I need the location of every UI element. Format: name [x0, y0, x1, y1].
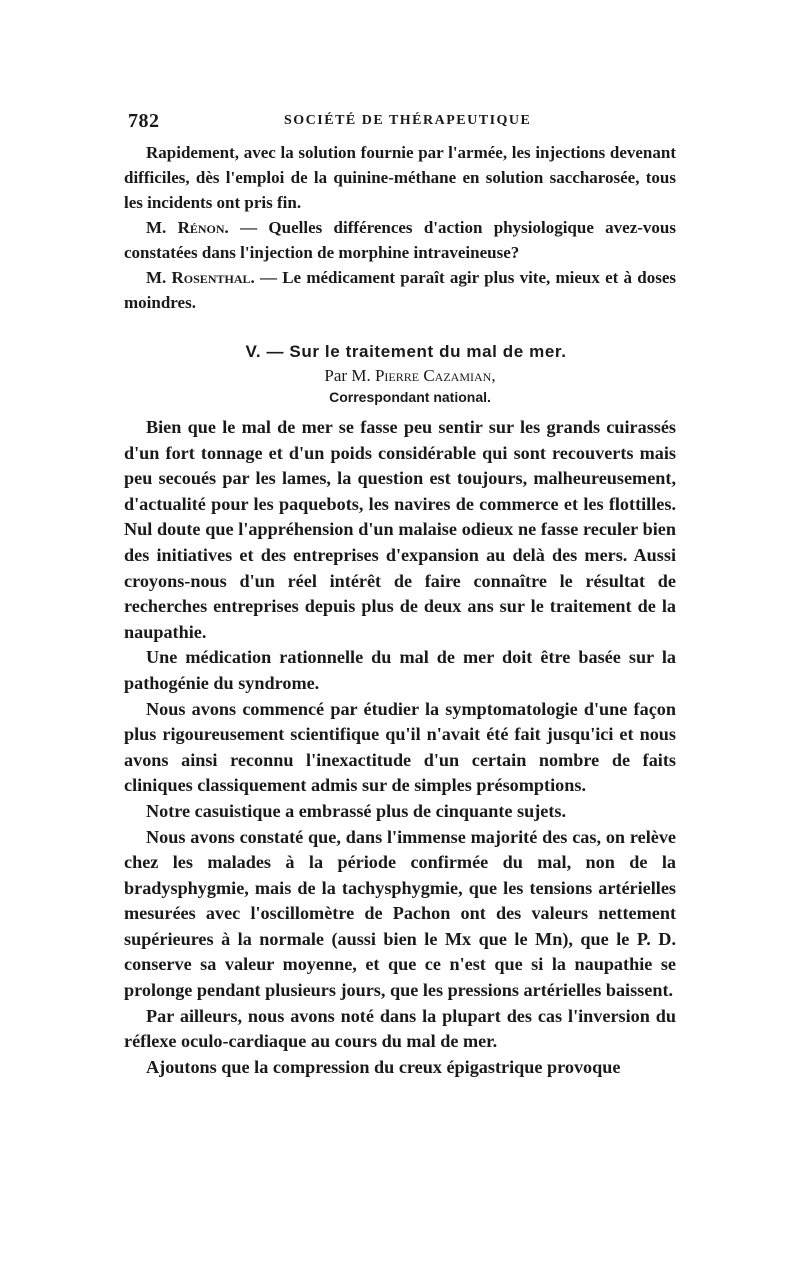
author-byline	[124, 365, 676, 387]
author-name: Pierre Cazamian,	[374, 366, 496, 385]
body-paragraph-3: Nous avons commencé par étudier la symptomatologie d'une façon plus rigoureusement scientifique qu'il n'avait été fait jusqu'ici et nous avons ainsi reconnu l'inexactitude d'un certain nombre de faits cliniques classiquement admis sur de simples présomptions.	[124, 698, 676, 796]
section-title: V. — Sur le traitement du mal de mer.	[245, 342, 567, 361]
speaker-rosenthal: M. Rosenthal.	[146, 268, 255, 287]
author-affiliation: Correspondant national.	[329, 389, 491, 405]
body-paragraph-4: Notre casuistique a embrassé plus de cinquante sujets.	[146, 800, 567, 821]
rosenthal-remark-text: — Le médicament paraît agir plus vite, mieux et à doses moindres.	[124, 268, 677, 312]
renon-remark-text: — Quelles différences d'action physiologique avez-vous constatées dans l'injection de morphine intraveineuse?	[124, 218, 677, 262]
intro-block	[124, 140, 676, 315]
body-paragraph-6: Par ailleurs, nous avons noté dans la plupart des cas l'inversion du réflexe oculo-cardiaque au cours du mal de mer.	[124, 1005, 676, 1052]
running-head-title: SOCIÉTÉ DE THÉRAPEUTIQUE	[284, 113, 532, 128]
article-body	[124, 415, 676, 1080]
renon-remark	[124, 215, 676, 265]
page-number: 782	[128, 110, 160, 132]
byline-prefix: Par M.	[324, 366, 375, 385]
body-paragraph-1: Bien que le mal de mer se fasse peu sentir sur les grands cuirassés d'un fort tonnage et d'un poids considérable qui sont recouverts mais peu secoués par les lames, la question est toujours, malheureusement, d'actualité pour les paquebots, les navires de commerce et les flottilles. Nul doute que l'appréhension d'un malaise odieux ne fasse reculer bien des initiatives et des entreprises d'expansion au delà des mers. Aussi croyons-nous d'un réel intérêt de faire connaître le résultat de recherches entreprises depuis plus de deux ans sur le traitement de la naupathie.	[124, 417, 676, 642]
book-page	[124, 110, 676, 1080]
speaker-renon: M. Rénon.	[146, 218, 229, 237]
body-paragraph-2: Une médication rationnelle du mal de mer doit être basée sur la pathogénie du syndrome.	[124, 647, 676, 693]
running-head	[124, 110, 676, 140]
body-paragraph-5: Nous avons constaté que, dans l'immense majorité des cas, on relève chez les malades à la période confirmée du mal, non de la bradysphygmie, mais de la tachysphygmie, que les tensions artérielles mesurées avec l'oscillomètre de Pachon ont des valeurs nettement supérieures à la normale (aussi bien le Mx que le Mn), que le P. D. conserve sa valeur moyenne, et que ce n'est que si la naupathie se prolonge pendant plusieurs jours, que les pressions artérielles baissent.	[124, 826, 676, 1001]
rosenthal-remark	[124, 265, 676, 315]
intro-paragraph: Rapidement, avec la solution fournie par l'armée, les injections devenant difficiles, dès l'emploi de la quinine-méthane en solution saccharosée, tous les incidents ont pris fin.	[124, 143, 676, 212]
body-paragraph-7: Ajoutons que la compression du creux épigastrique provoque	[146, 1056, 621, 1077]
